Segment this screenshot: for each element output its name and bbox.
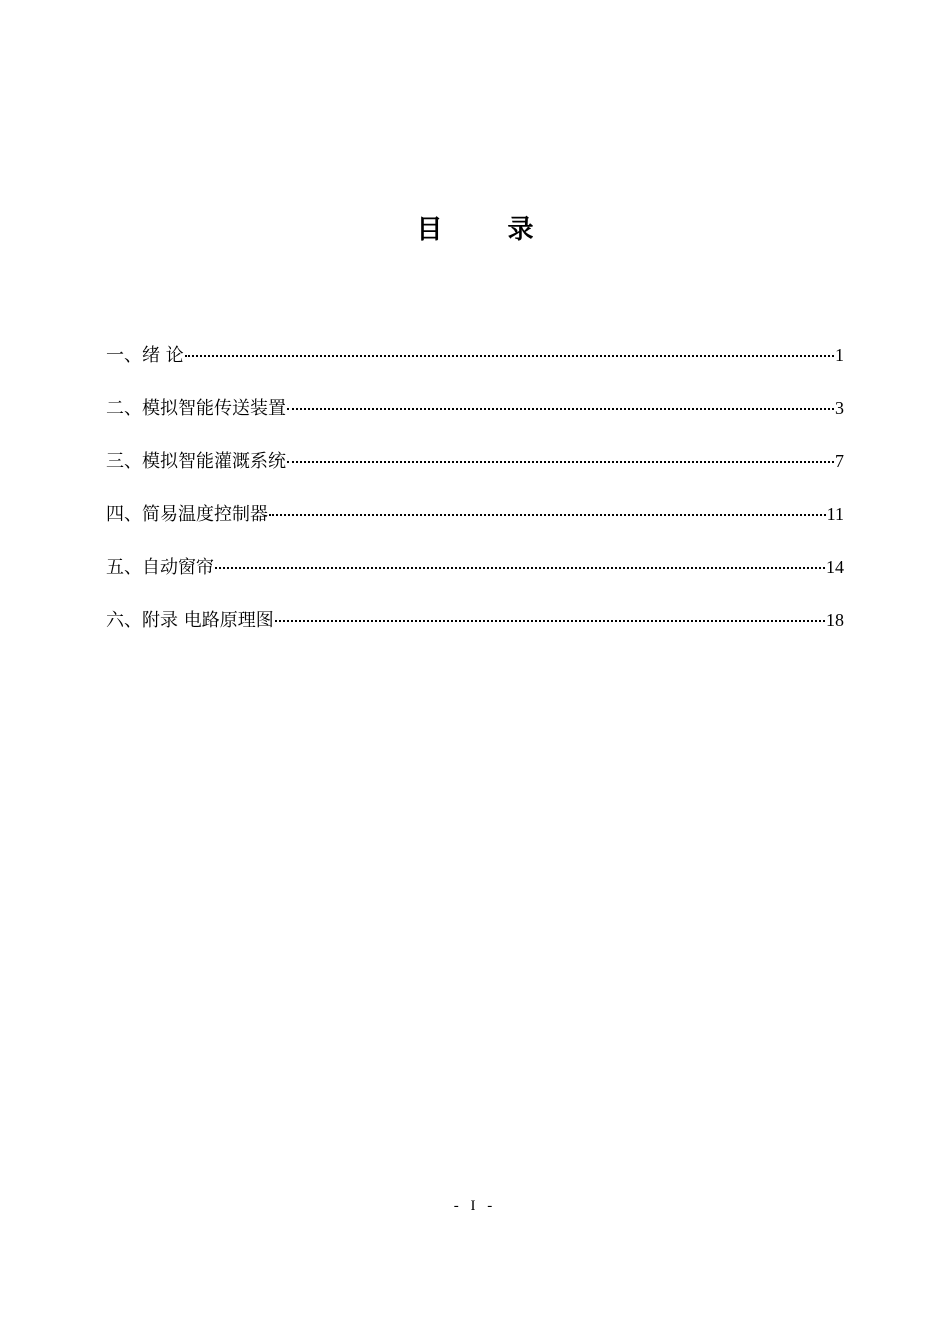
dot-leader [185, 355, 834, 357]
toc-entry[interactable] [106, 446, 844, 499]
toc-entry[interactable] [106, 605, 844, 658]
dot-leader [215, 567, 825, 569]
dot-leader [275, 620, 825, 622]
toc-entry-page: 14 [826, 557, 844, 577]
toc-entry-page: 11 [826, 504, 844, 524]
toc-entry-page: 3 [835, 398, 844, 418]
toc-entry[interactable] [106, 340, 844, 393]
page-number: - I - [453, 1198, 497, 1214]
toc-entry-page: 18 [826, 610, 844, 630]
toc-entry-label: 五、自动窗帘 [106, 557, 214, 578]
toc-entry-page: 1 [835, 345, 844, 365]
toc-entry-label: 二、模拟智能传送装置 [106, 398, 286, 419]
dot-leader [287, 408, 834, 410]
toc-entry[interactable] [106, 499, 844, 552]
toc-title: 目 录 [416, 215, 562, 245]
toc-list [106, 340, 844, 658]
toc-entry[interactable] [106, 393, 844, 446]
toc-entry-label: 三、模拟智能灌溉系统 [106, 451, 286, 472]
toc-entry[interactable] [106, 552, 844, 605]
dot-leader [287, 461, 834, 463]
toc-entry-label: 四、简易温度控制器 [106, 504, 268, 525]
toc-entry-page: 7 [835, 451, 844, 471]
toc-entry-label: 一、绪 论 [106, 345, 184, 366]
toc-entry-label: 六、附录 电路原理图 [106, 610, 274, 631]
dot-leader [269, 514, 826, 516]
